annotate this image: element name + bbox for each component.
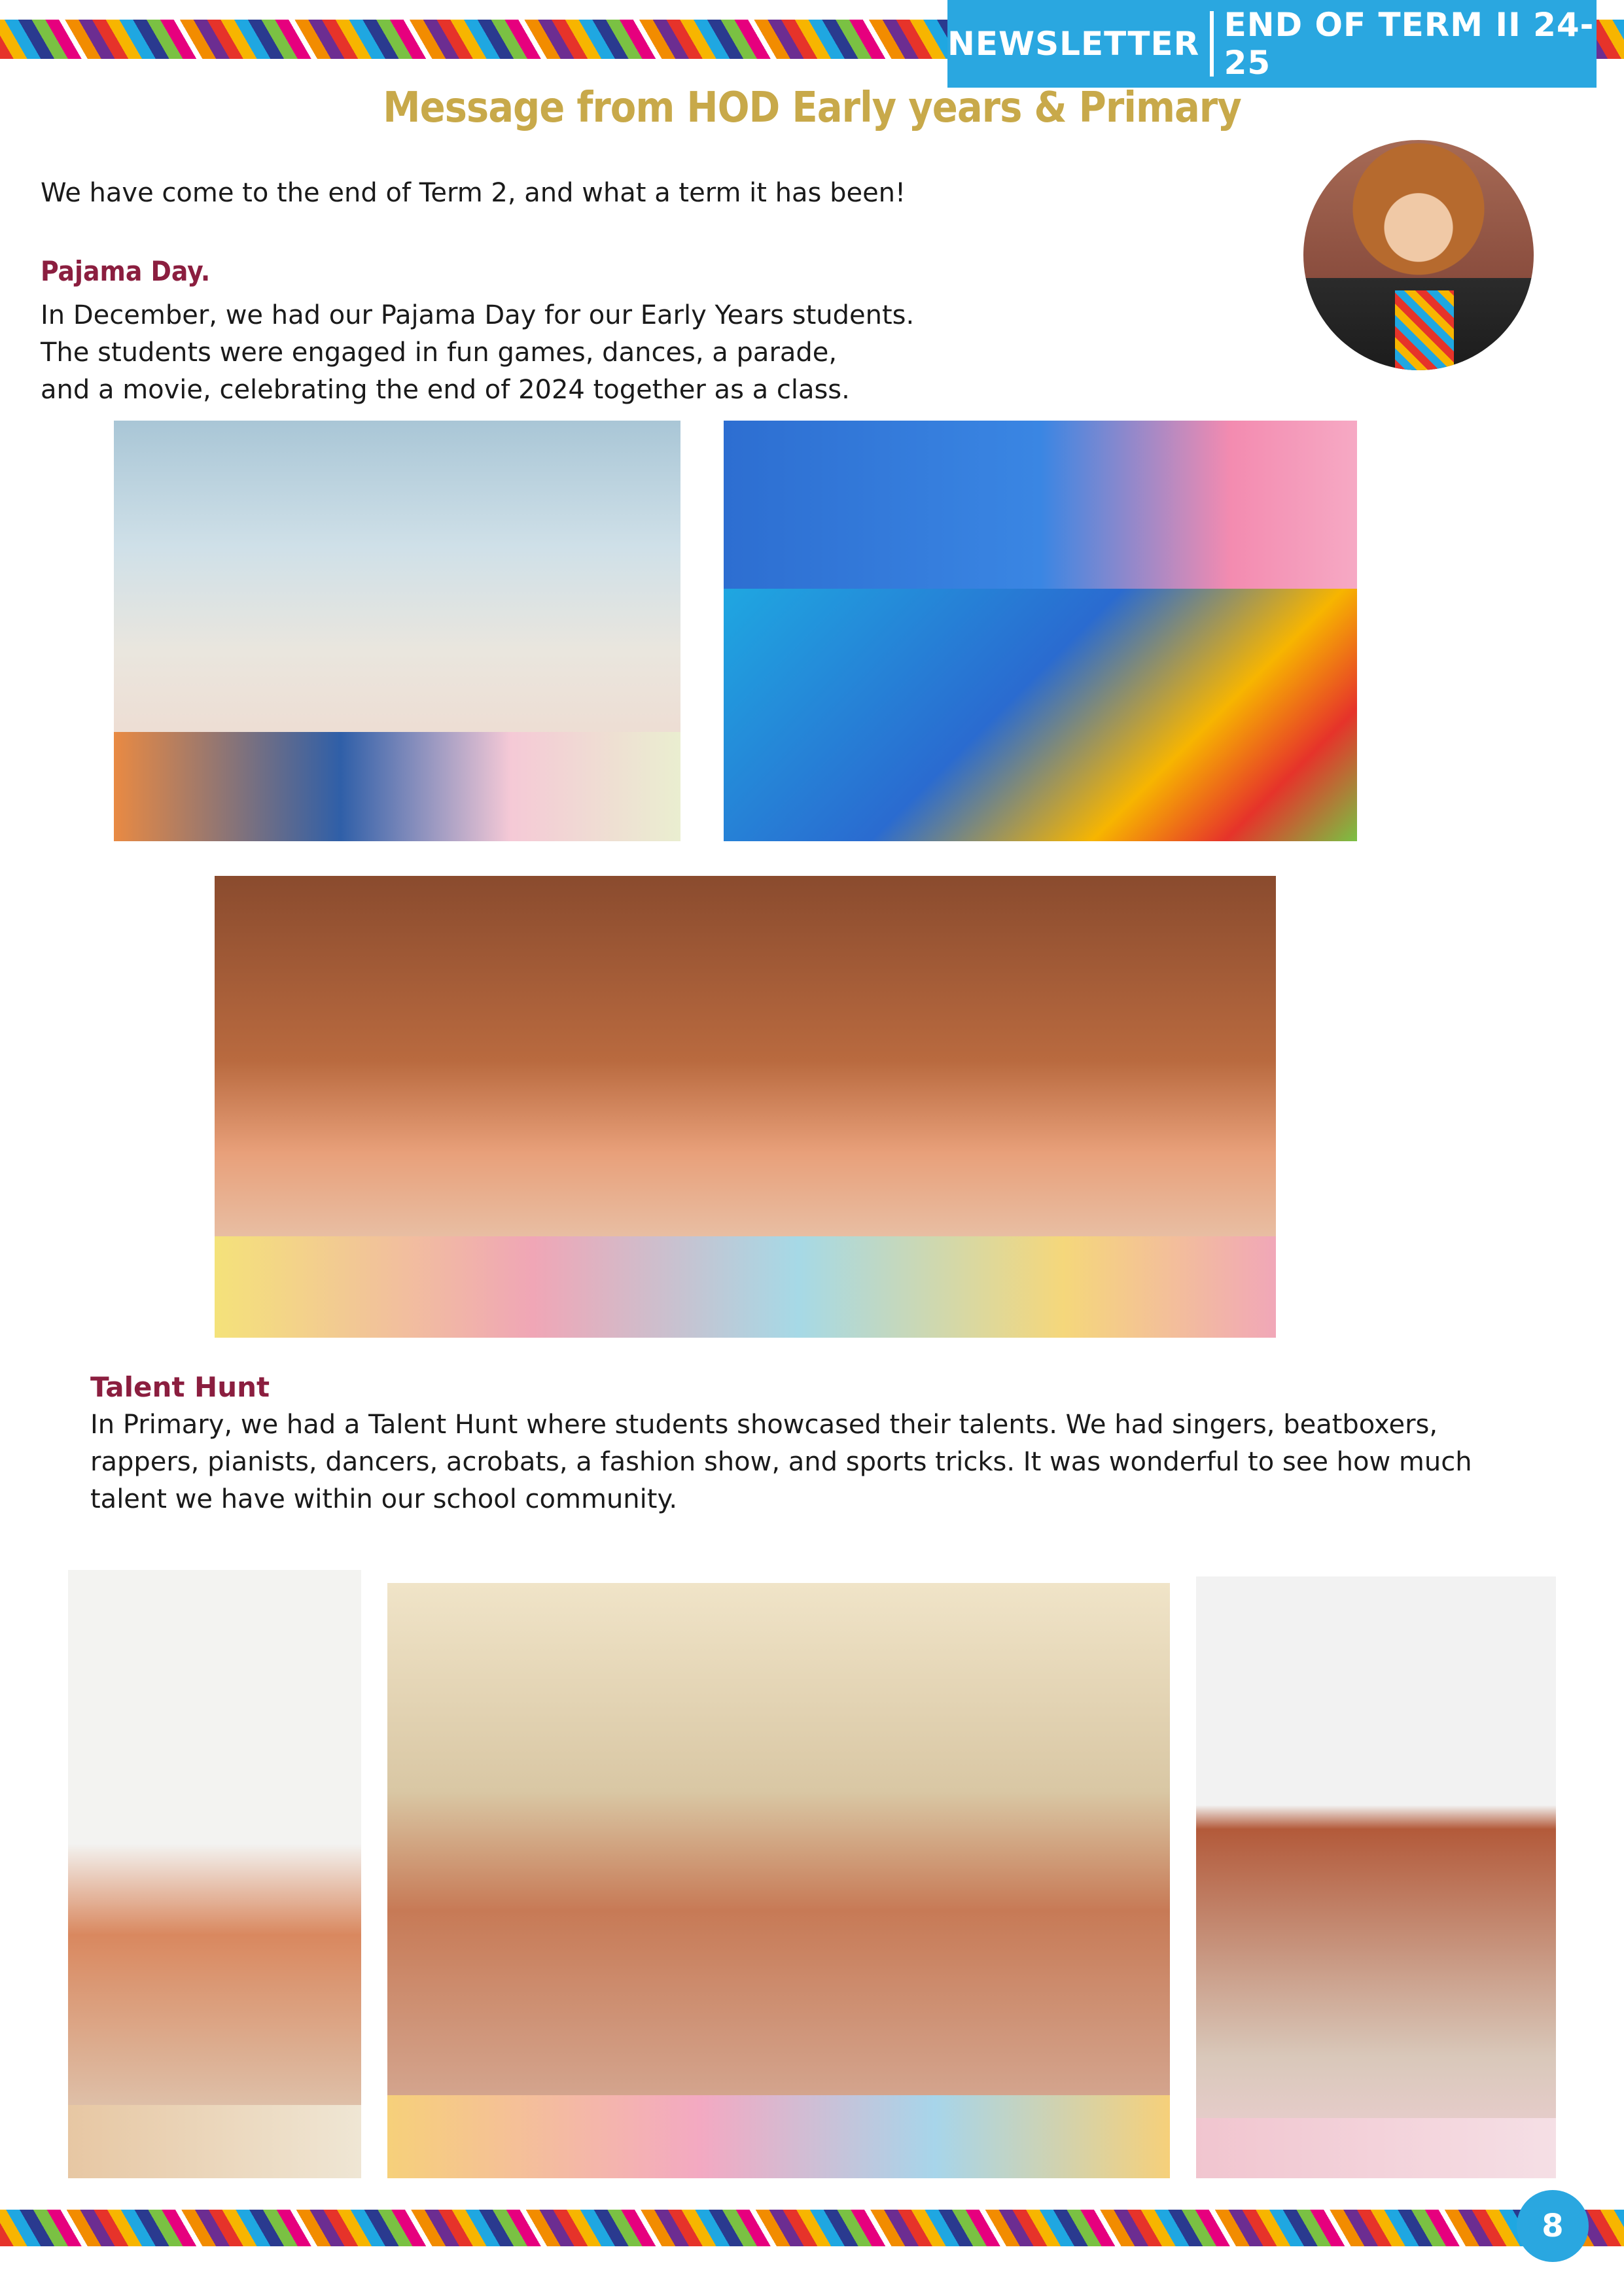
talent-hunt-line: rappers, pianists, dancers, acrobats, a fashion show, and sports tricks. It was wonderful to see how much (90, 1447, 1472, 1477)
pajama-day-line: In December, we had our Pajama Day for our Early Years students. (41, 300, 915, 330)
page-title: Message from HOD Early years & Primary (383, 84, 1241, 132)
pajama-day-text (41, 297, 914, 409)
talent-hunt-line: In Primary, we had a Talent Hunt where students showcased their talents. We had singers, beatboxers, (90, 1410, 1438, 1440)
pajama-day-photo-2 (724, 421, 1357, 841)
hod-portrait (1303, 140, 1534, 370)
term-label: END OF TERM II 24-25 (1224, 6, 1595, 82)
newsletter-header (947, 0, 1597, 88)
bottom-decorative-stripe (0, 2210, 1624, 2246)
talent-hunt-pianist-photo (1196, 1576, 1556, 2178)
talent-hunt-singer-photo (68, 1570, 361, 2178)
header-divider (1210, 11, 1213, 77)
newsletter-label: NEWSLETTER (947, 25, 1200, 63)
pajama-day-line: The students were engaged in fun games, dances, a parade, (41, 338, 838, 368)
pajama-day-photo-1 (114, 421, 680, 841)
portrait-scarf (1395, 290, 1454, 370)
pajama-day-line: and a movie, celebrating the end of 2024 together as a class. (41, 375, 850, 405)
pajama-day-group-photo (215, 876, 1276, 1338)
talent-hunt-text (90, 1406, 1472, 1518)
talent-hunt-line: talent we have within our school community. (90, 1484, 678, 1514)
talent-hunt-dancers-photo (387, 1583, 1170, 2178)
pajama-day-heading: Pajama Day. (41, 255, 211, 287)
page-number: 8 (1517, 2190, 1589, 2262)
intro-text: We have come to the end of Term 2, and what a term it has been! (41, 178, 906, 208)
talent-hunt-heading: Talent Hunt (90, 1371, 270, 1403)
